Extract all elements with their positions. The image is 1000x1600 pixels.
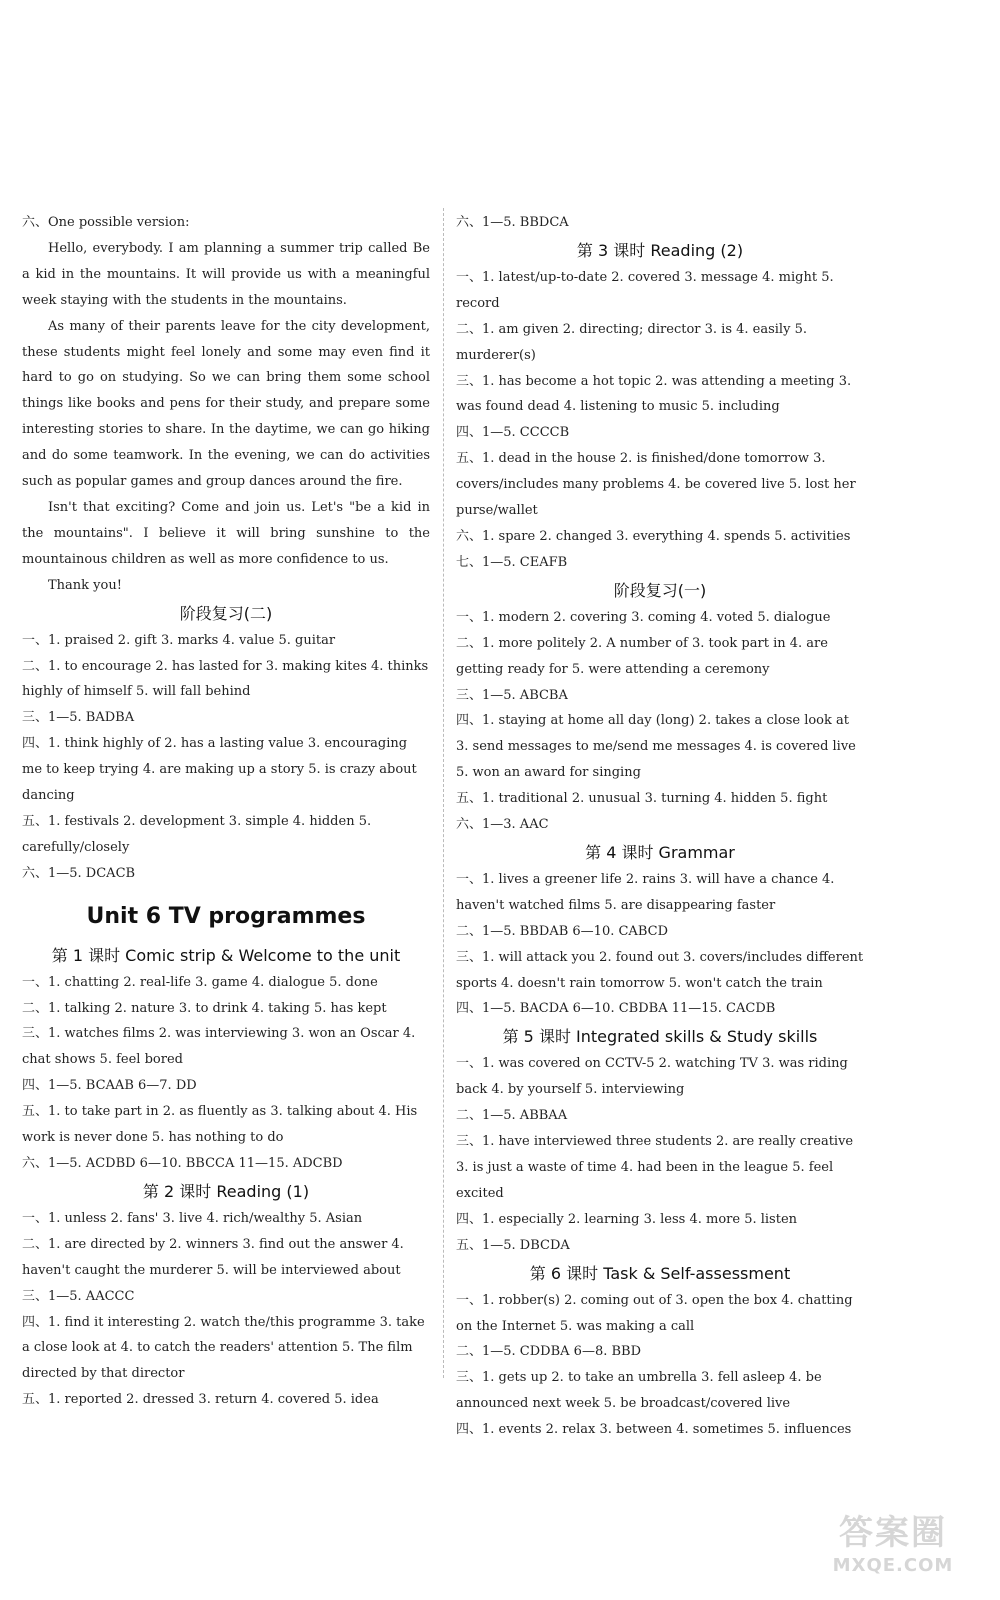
answer-line: 四、1. think highly of 2. has a lasting value 3. encouraging me to keep trying 4. are making up a story 5. is crazy about dancing [22, 736, 417, 804]
answer-line: 三、1—5. AACCC [22, 1288, 135, 1304]
answer-line: 三、1. gets up 2. to take an umbrella 3. fell asleep 4. be announced next week 5. be broadcast/covered live [456, 1370, 822, 1412]
section-title-lesson-1: 第 1 课时 Comic strip & Welcome to the unit [51, 945, 401, 965]
watermark-url: MXQE.COM [832, 1555, 954, 1576]
answer-line: 四、1. find it interesting 2. watch the/this programme 3. take a close look at 4. to catch the readers' attention 5. The film directed by that director [22, 1314, 425, 1382]
answer-line: 二、1. talking 2. nature 3. to drink 4. taking 5. has kept [22, 1000, 387, 1016]
section-title-lesson-2: 第 2 课时 Reading (1) [142, 1181, 310, 1201]
answer-line: 一、1. latest/up-to-date 2. covered 3. message 4. might 5. record [456, 269, 834, 311]
watermark-logo [808, 1512, 978, 1582]
answer-line: 六、1—5. BBDCA [456, 215, 569, 230]
answer-line: 六、1—3. AAC [456, 817, 549, 833]
section-title-lesson-4: 第 4 课时 Grammar [585, 842, 735, 862]
answer-line: 四、1. events 2. relax 3. between 4. sometimes 5. influences [456, 1422, 852, 1438]
answer-line: 五、1. to take part in 2. as fluently as 3. talking about 4. His work is never done 5. has nothing to do [22, 1104, 418, 1146]
answer-line: 四、1. especially 2. learning 3. less 4. more 5. listen [456, 1211, 798, 1227]
answer-line: 四、1—5. BCAAB 6—7. DD [22, 1078, 197, 1094]
section-title-lesson-5: 第 5 课时 Integrated skills & Study skills [502, 1027, 818, 1047]
answer-line: 一、1. lives a greener life 2. rains 3. will have a chance 4. haven't watched films 5. are disappearing faster [456, 871, 835, 913]
essay-paragraph: Thank you! [48, 577, 122, 593]
answer-line: 五、1. reported 2. dressed 3. return 4. covered 5. idea [22, 1392, 379, 1408]
watermark-text: 答案圈 [839, 1513, 947, 1553]
essay-body [22, 236, 430, 599]
answer-line: 三、1—5. BADBA [22, 710, 135, 726]
answer-line: 六、1—5. ACDBD 6—10. BBCCA 11—15. ADCBD [22, 1156, 343, 1171]
essay-paragraph: As many of their parents leave for the city development, these students might feel lonely and some may even find it hard to go on studying. So we can bring them some school things like books and pens for their study, and prepare some interesting stories to share. In the daytime, we can go hiking and do some teamwork. In the evening, we can do activities such as popular games and group dances around the fire. [22, 318, 430, 490]
answer-line: 一、1. was covered on CCTV-5 2. watching TV 3. was riding back 4. by yourself 5. interviewing [456, 1056, 848, 1098]
answer-line: 一、1. praised 2. gift 3. marks 4. value 5. guitar [22, 632, 336, 648]
answer-line: 一、1. robber(s) 2. coming out of 3. open the box 4. chatting on the Internet 5. was making a call [456, 1292, 853, 1334]
answer-line: 二、1—5. ABBAA [456, 1108, 568, 1124]
answer-line: 五、1. traditional 2. unusual 3. turning 4. hidden 5. fight [456, 791, 828, 807]
answer-line: 四、1—5. BACDA 6—10. CBDBA 11—15. CACDB [456, 1001, 776, 1017]
section-title-review-2: 阶段复习(二) [179, 603, 273, 623]
answer-line: 七、1—5. CEAFB [456, 554, 568, 570]
answer-line: 四、1—5. CCCCB [456, 425, 570, 441]
unit-title: Unit 6 TV programmes [86, 903, 366, 929]
answer-line: 四、1. staying at home all day (long) 2. takes a close look at 3. send messages to me/send me messages 4. is covered live 5. won an award for singing [456, 713, 856, 781]
answer-line: 三、1—5. ABCBA [456, 687, 568, 703]
column-divider [443, 208, 445, 1378]
answer-line: 二、1. more politely 2. A number of 3. took part in 4. are getting ready for 5. were attending a ceremony [456, 635, 828, 677]
section-title-lesson-3: 第 3 课时 Reading (2) [576, 240, 744, 260]
answer-line: 二、1—5. BBDAB 6—10. CABCD [456, 923, 668, 939]
answer-line: 五、1. festivals 2. development 3. simple 4. hidden 5. carefully/closely [22, 813, 372, 855]
section-title-lesson-6: 第 6 课时 Task & Self-assessment [529, 1263, 791, 1283]
answer-line: 二、1. am given 2. directing; director 3. is 4. easily 5. murderer(s) [456, 321, 807, 363]
answer-line: 三、1. has become a hot topic 2. was attending a meeting 3. was found dead 4. listening to music 5. including [456, 373, 852, 415]
answer-line: 一、1. unless 2. fans' 3. live 4. rich/wealthy 5. Asian [22, 1210, 363, 1226]
answer-line: 六、1—5. DCACB [22, 865, 136, 881]
answer-line: 三、1. watches films 2. was interviewing 3. won an Oscar 4. chat shows 5. feel bored [22, 1026, 416, 1068]
answer-line: 一、1. modern 2. covering 3. coming 4. voted 5. dialogue [456, 609, 831, 625]
left-column [22, 210, 430, 1413]
essay-paragraph: Hello, everybody. I am planning a summer trip called Be a kid in the mountains. It will provide us with a meaningful week staying with the students in the mountains. [22, 240, 430, 308]
answer-line: 五、1. dead in the house 2. is finished/done tomorrow 3. covers/includes many problems 4. be covered live 5. lost her purse/wallet [456, 451, 856, 519]
answer-line: 三、1. have interviewed three students 2. are really creative 3. is just a waste of time 4. had been in the league 5. feel excited [456, 1134, 854, 1201]
answer-line: 二、1. to encourage 2. has lasted for 3. making kites 4. thinks highly of himself 5. will fall behind [22, 658, 429, 700]
answer-line: 六、1. spare 2. changed 3. everything 4. spends 5. activities [456, 528, 851, 544]
essay-intro: 六、One possible version: [22, 215, 190, 230]
answer-line: 三、1. will attack you 2. found out 3. covers/includes different sports 4. doesn't rain tomorrow 5. won't catch the train [456, 949, 864, 991]
section-title-review-1: 阶段复习(一) [613, 580, 707, 600]
answer-line: 五、1—5. DBCDA [456, 1237, 570, 1253]
essay-paragraph: Isn't that exciting? Come and join us. Let's "be a kid in the mountains". I believe it will bring sunshine to the mountainous children as well as more confidence to us. [22, 499, 430, 567]
answer-line: 二、1. are directed by 2. winners 3. find out the answer 4. haven't caught the murderer 5. will be interviewed about [22, 1236, 404, 1278]
answer-line: 二、1—5. CDDBA 6—8. BBD [456, 1344, 642, 1360]
answer-line: 一、1. chatting 2. real-life 3. game 4. dialogue 5. done [22, 974, 378, 990]
right-column [456, 210, 864, 1443]
